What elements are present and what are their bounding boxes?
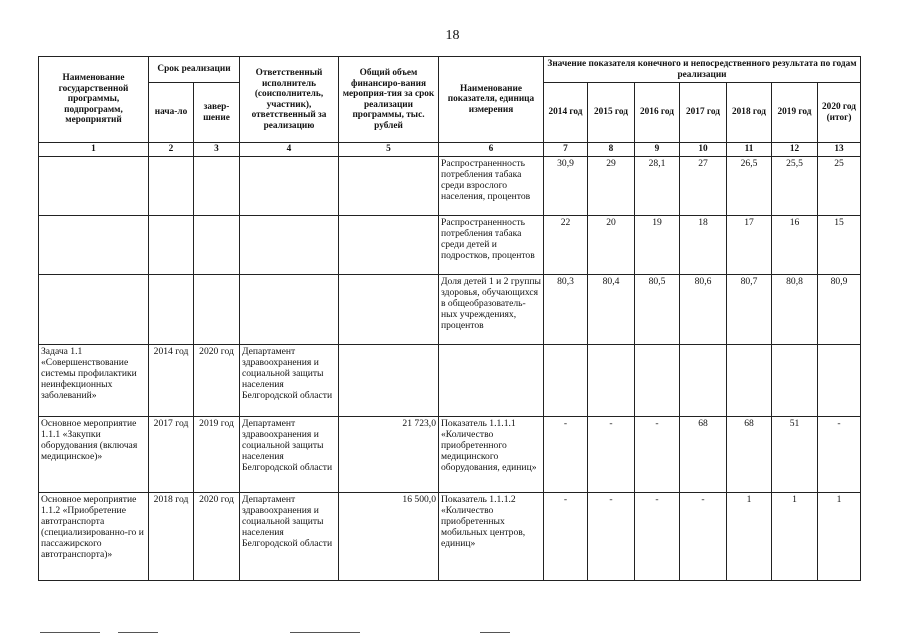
- column-number: 9: [635, 143, 680, 157]
- row-name: Задача 1.1 «Совершенствование системы профилактики неинфекционных заболеваний»: [39, 345, 149, 417]
- row-value: 28,1: [635, 157, 680, 216]
- row-responsible: Департамент здравоохранения и социальной защиты населения Белгородской области: [240, 493, 339, 581]
- column-number: 2: [149, 143, 194, 157]
- row-value: -: [588, 493, 635, 581]
- row-value: 18: [680, 216, 727, 275]
- row-value: [544, 345, 588, 417]
- row-funding: [339, 157, 439, 216]
- header-responsible: Ответственный исполнитель (соисполнитель, участник), ответственный за реализацию: [240, 57, 339, 143]
- column-number: 8: [588, 143, 635, 157]
- header-year: 2018 год: [727, 83, 772, 143]
- row-value: [772, 345, 818, 417]
- row-end: [194, 275, 240, 345]
- row-value: 51: [772, 417, 818, 493]
- row-value: 26,5: [727, 157, 772, 216]
- row-funding: [339, 275, 439, 345]
- row-start: [149, 216, 194, 275]
- row-value: 25,5: [772, 157, 818, 216]
- row-responsible: [240, 216, 339, 275]
- column-number: 7: [544, 143, 588, 157]
- program-table: [38, 56, 861, 581]
- row-value: -: [544, 493, 588, 581]
- table-row: [39, 275, 861, 345]
- header-funding: Общий объем финансиро-вания мероприя-тия за срок реализации программы, тыс. рублей: [339, 57, 439, 143]
- row-indicator: [439, 345, 544, 417]
- row-value: [727, 345, 772, 417]
- row-value: -: [635, 493, 680, 581]
- row-value: 1: [772, 493, 818, 581]
- row-value: 80,6: [680, 275, 727, 345]
- column-number: 13: [818, 143, 861, 157]
- row-value: 16: [772, 216, 818, 275]
- column-number: 10: [680, 143, 727, 157]
- row-end: [194, 157, 240, 216]
- row-value: 27: [680, 157, 727, 216]
- row-indicator: Распространенность потребления табака среди взрослого населения, процентов: [439, 157, 544, 216]
- column-number: 1: [39, 143, 149, 157]
- header-start: нача-ло: [149, 83, 194, 143]
- row-value: 20: [588, 216, 635, 275]
- row-value: 68: [727, 417, 772, 493]
- header-values: Значение показателя конечного и непосредственного результата по годам реализации: [544, 57, 861, 83]
- row-funding: 21 723,0: [339, 417, 439, 493]
- row-value: 29: [588, 157, 635, 216]
- row-value: 15: [818, 216, 861, 275]
- row-indicator: Распространенность потребления табака среди детей и подростков, процентов: [439, 216, 544, 275]
- header-year: 2014 год: [544, 83, 588, 143]
- column-number: 5: [339, 143, 439, 157]
- row-start: [149, 157, 194, 216]
- row-value: 80,7: [727, 275, 772, 345]
- header-year: 2016 год: [635, 83, 680, 143]
- header-year: 2020 год (итог): [818, 83, 861, 143]
- row-start: 2017 год: [149, 417, 194, 493]
- row-value: [635, 345, 680, 417]
- table-row: [39, 216, 861, 275]
- row-value: 1: [818, 493, 861, 581]
- row-funding: [339, 345, 439, 417]
- column-number: 3: [194, 143, 240, 157]
- row-indicator: Показатель 1.1.1.1 «Количество приобретенного медицинского оборудования, единиц»: [439, 417, 544, 493]
- column-number: 12: [772, 143, 818, 157]
- row-end: 2020 год: [194, 493, 240, 581]
- header-year: 2017 год: [680, 83, 727, 143]
- row-name: [39, 275, 149, 345]
- row-value: 80,5: [635, 275, 680, 345]
- header-year: 2015 год: [588, 83, 635, 143]
- page-number: 18: [445, 28, 460, 43]
- row-indicator: Доля детей 1 и 2 группы здоровья, обучающихся в общеобразователь-ных учреждениях, процентов: [439, 275, 544, 345]
- row-value: [680, 345, 727, 417]
- row-value: 1: [727, 493, 772, 581]
- row-responsible: Департамент здравоохранения и социальной защиты населения Белгородской области: [240, 417, 339, 493]
- row-value: 19: [635, 216, 680, 275]
- row-value: 25: [818, 157, 861, 216]
- row-value: -: [680, 493, 727, 581]
- row-value: -: [818, 417, 861, 493]
- row-value: 80,3: [544, 275, 588, 345]
- row-funding: 16 500,0: [339, 493, 439, 581]
- row-value: -: [588, 417, 635, 493]
- row-end: [194, 216, 240, 275]
- row-start: 2018 год: [149, 493, 194, 581]
- row-value: -: [544, 417, 588, 493]
- header-term: Срок реализации: [149, 57, 240, 83]
- row-value: 17: [727, 216, 772, 275]
- row-name: [39, 157, 149, 216]
- row-end: 2020 год: [194, 345, 240, 417]
- row-value: -: [635, 417, 680, 493]
- row-value: 30,9: [544, 157, 588, 216]
- row-name: Основное мероприятие 1.1.1 «Закупки оборудования (включая медицинское)»: [39, 417, 149, 493]
- table-row: [39, 345, 861, 417]
- row-value: 68: [680, 417, 727, 493]
- row-end: 2019 год: [194, 417, 240, 493]
- table-row: [39, 493, 861, 581]
- header-name: Наименование государственной программы, подпрограмм, мероприятий: [39, 57, 149, 143]
- row-value: 80,4: [588, 275, 635, 345]
- row-start: [149, 275, 194, 345]
- column-number: 11: [727, 143, 772, 157]
- header-indicator: Наименование показателя, единица измерения: [439, 57, 544, 143]
- row-responsible: [240, 275, 339, 345]
- table-row: [39, 417, 861, 493]
- row-value: 80,8: [772, 275, 818, 345]
- row-name: [39, 216, 149, 275]
- scan-edge-marks: [0, 628, 905, 640]
- table-row: [39, 157, 861, 216]
- row-responsible: [240, 157, 339, 216]
- row-name: Основное мероприятие 1.1.2 «Приобретение автотранспорта (специализированно-го и пассажирского автотранспорта)»: [39, 493, 149, 581]
- row-funding: [339, 216, 439, 275]
- column-number: 4: [240, 143, 339, 157]
- header-year: 2019 год: [772, 83, 818, 143]
- column-number: 6: [439, 143, 544, 157]
- header-end: завер-шение: [194, 83, 240, 143]
- row-value: 80,9: [818, 275, 861, 345]
- row-value: 22: [544, 216, 588, 275]
- row-value: [588, 345, 635, 417]
- row-start: 2014 год: [149, 345, 194, 417]
- row-indicator: Показатель 1.1.1.2 «Количество приобретенных мобильных центров, единиц»: [439, 493, 544, 581]
- row-responsible: Департамент здравоохранения и социальной защиты населения Белгородской области: [240, 345, 339, 417]
- row-value: [818, 345, 861, 417]
